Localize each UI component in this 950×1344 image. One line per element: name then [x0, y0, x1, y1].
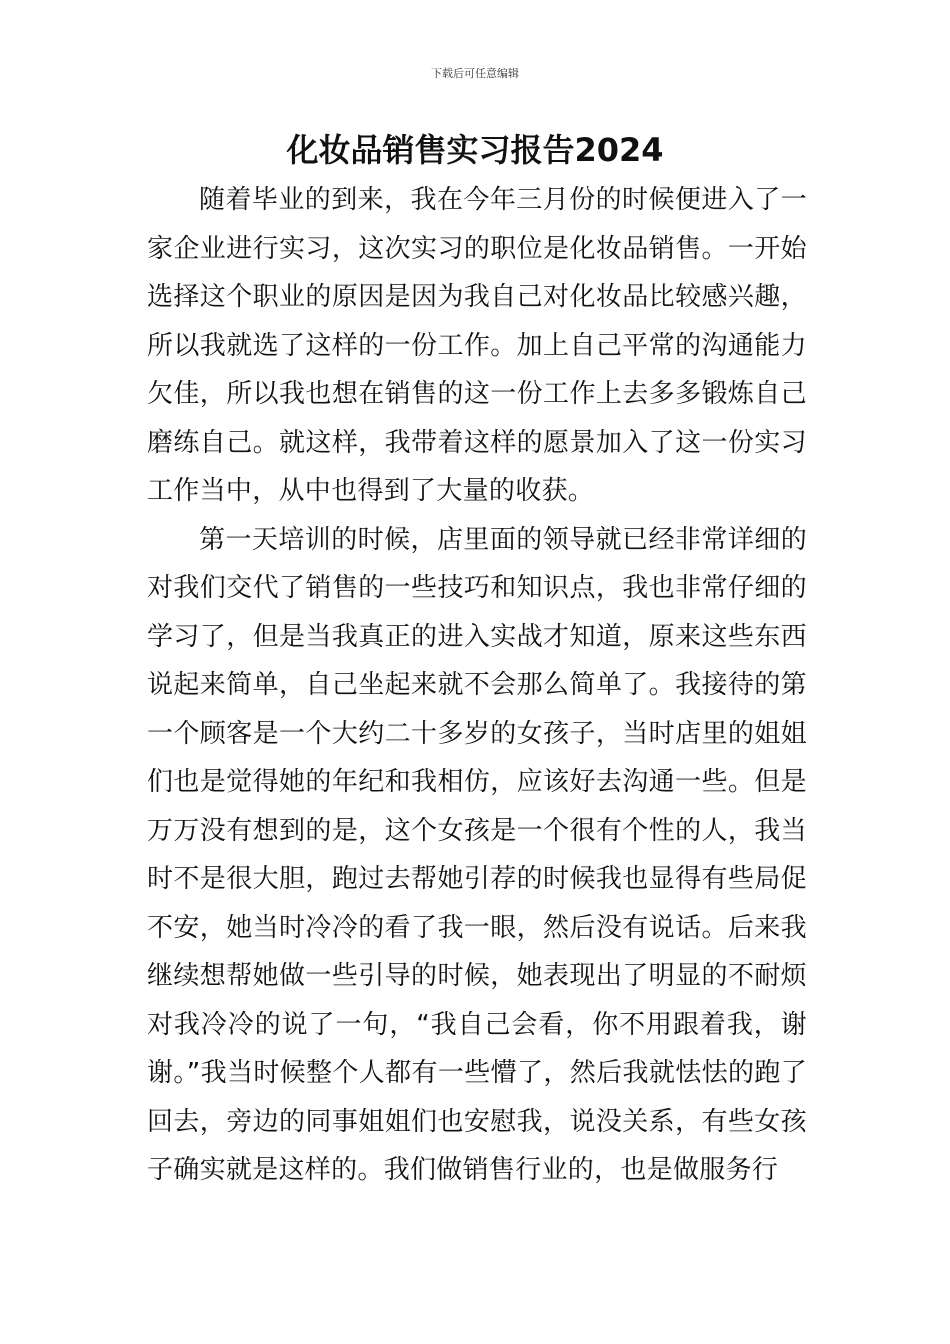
- paragraph-2: 第一天培训的时候，店里面的领导就已经非常详细的对我们交代了销售的一些技巧和知识点，我也非常仔细的学习了，但是当我真正的进入实战才知道，原来这些东西说起来简单，自己坐起来就不会那么简单了。我接待的第一个顾客是一个大约二十多岁的女孩子，当时店里的姐姐们也是觉得她的年纪和我相仿，应该好去沟通一些。但是万万没有想到的是，这个女孩是一个很有个性的人，我当时不是很大胆，跑过去帮她引荐的时候我也显得有些局促不安，她当时冷冷的看了我一眼，然后没有说话。后来我继续想帮她做一些引导的时候，她表现出了明显的不耐烦对我冷冷的说了一句，“我自己会看，你不用跟着我，谢谢。”我当时候整个人都有一些懵了，然后我就怯怯的跑了回去，旁边的同事姐姐们也安慰我，说没关系，有些女孩子确实就是这样的。我们做销售行业的，也是做服务行: [147, 524, 807, 1185]
- paragraph-1: 随着毕业的到来，我在今年三月份的时候便进入了一家企业进行实习，这次实习的职位是化妆品销售。一开始选择这个职业的原因是因为我自己对化妆品比较感兴趣，所以我就选了这样的一份工作。加上自己平常的沟通能力欠佳，所以我也想在销售的这一份工作上去多多锻炼自己磨练自己。就这样，我带着这样的愿景加入了这一份实习工作当中，从中也得到了大量的收获。: [147, 185, 807, 506]
- document-body: [147, 176, 807, 1195]
- page-title: 化妆品销售实习报告2024: [286, 131, 664, 169]
- header-note: 下载后可任意编辑: [431, 67, 519, 80]
